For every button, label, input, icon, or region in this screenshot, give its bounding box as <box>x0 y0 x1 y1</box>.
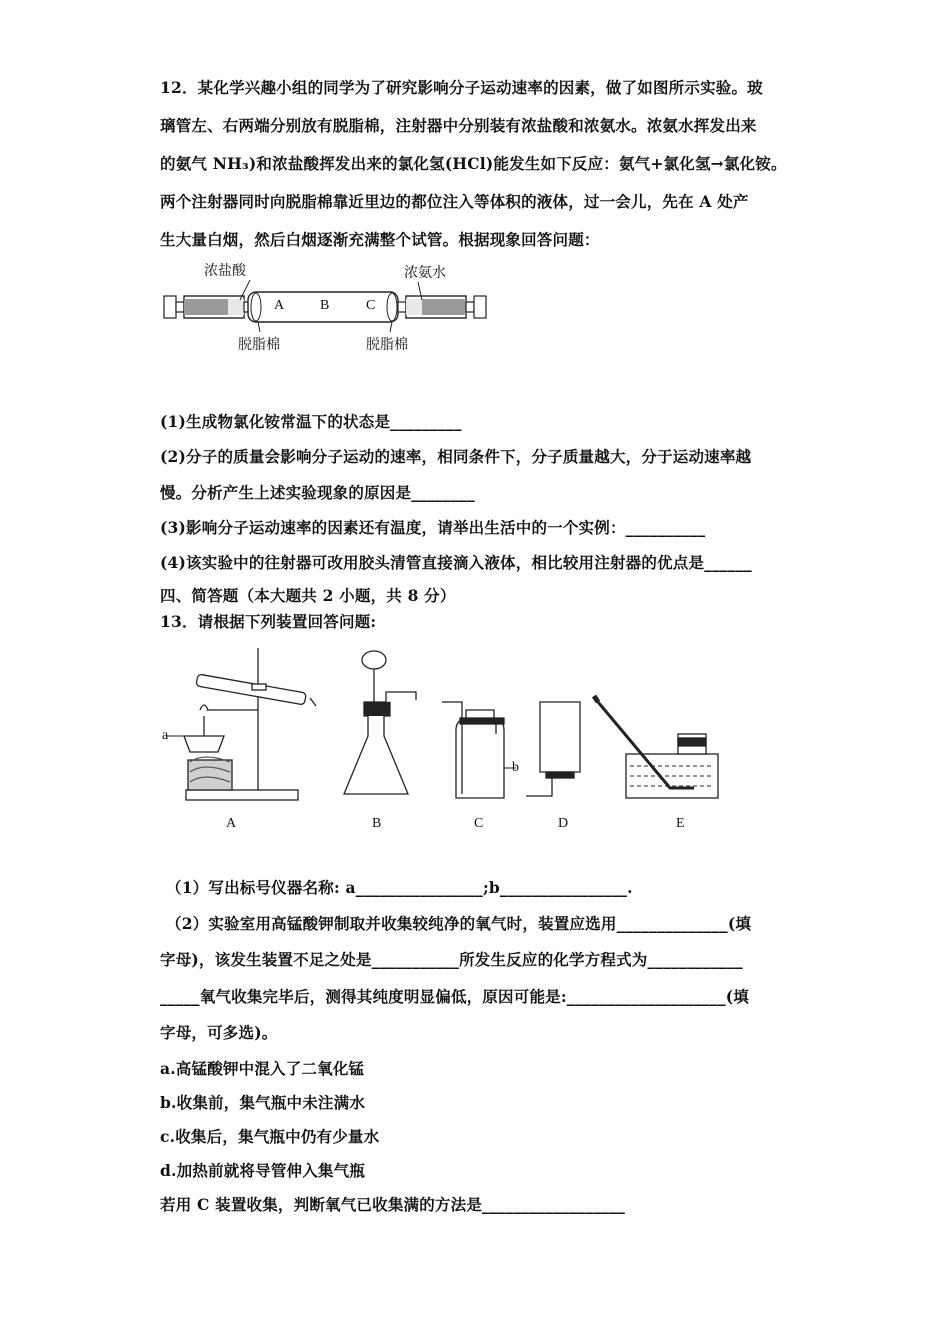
apparatus-d <box>526 702 580 796</box>
q13-line-3: 字母)，该发生装置不足之处是___________所发生反应的化学方程式为____________ <box>160 950 743 969</box>
label-cotton-left: 脱脂棉 <box>238 337 280 353</box>
option-a: a.高锰酸钾中混入了二氧化锰 <box>160 1059 365 1078</box>
option-b: b.收集前，集气瓶中未注满水 <box>160 1093 366 1112</box>
apparatus-b <box>344 651 416 794</box>
q12-sub-4: (3)影响分子运动速率的因素还有温度，请举出生活中的一个实例：__________ <box>160 518 706 537</box>
caption-c: C <box>474 816 484 831</box>
q13-line-last: 若用 C 装置收集，判断氧气已收集满的方法是__________________ <box>160 1195 626 1214</box>
label-cotton-right: 脱脂棉 <box>366 337 408 353</box>
q12-line-4: 两个注射器同时向脱脂棉靠近里边的都位注入等体积的液体，过一会儿，先在 A 处产 <box>160 192 749 211</box>
section-heading: 四、简答题（本大题共 2 小题，共 8 分） <box>160 586 456 605</box>
q13-line-5: 字母，可多选)。 <box>160 1023 278 1042</box>
apparatus-diagram <box>160 640 720 840</box>
option-c: c.收集后，集气瓶中仍有少量水 <box>160 1127 380 1146</box>
caption-b: B <box>372 816 382 831</box>
q12-line-5: 生大量白烟，然后白烟逐渐充满整个试管。根据现象回答问题： <box>160 230 600 249</box>
q12-sub-5: (4)该实验中的往射器可改用胶头清管直接滴入液体，相比较用注射器的优点是______ <box>160 553 752 572</box>
tube-figure <box>160 258 500 358</box>
option-d: d.加热前就将导管伸入集气瓶 <box>160 1161 366 1180</box>
q12-line-2: 璃管左、右两端分别放有脱脂棉，注射器中分别装有浓盐酸和浓氨水。浓氨水挥发出来 <box>160 116 757 135</box>
q13-line-1: （1）写出标号仪器名称: a________________;b________________. <box>166 878 633 897</box>
marker-b: b <box>512 760 519 775</box>
caption-a: A <box>226 816 237 831</box>
q12-sub-2: (2)分子的质量会影响分子运动的速率，相同条件下，分子质量越大，分于运动速率越 <box>160 447 752 466</box>
caption-e: E <box>676 816 685 831</box>
label-nh3: 浓氨水 <box>404 265 446 281</box>
q12-line-1: 12．某化学兴趣小组的同学为了研究影响分子运动速率的因素，做了如图所示实验。玻 <box>160 78 763 97</box>
apparatus-figure <box>160 640 720 840</box>
q13-line-4: _____氧气收集完毕后，测得其纯度明显偏低，原因可能是:____________________(填 <box>160 987 750 1006</box>
apparatus-c <box>442 702 516 798</box>
q13-intro: 13．请根据下列装置回答问题: <box>160 612 377 631</box>
point-a: A <box>274 298 285 313</box>
q12-sub-1: (1)生成物氯化铵常温下的状态是_________ <box>160 412 462 431</box>
q13-line-2: （2）实验室用高锰酸钾制取并收集较纯净的氧气时，装置应选用______________(填 <box>166 914 752 933</box>
q12-line-3: 的氨气 NH₃)和浓盐酸挥发出来的氯化氢(HCl)能发生如下反应：氨气+氯化氢→氯化铵。 <box>160 154 787 173</box>
point-c: C <box>366 298 376 313</box>
apparatus-e <box>594 696 718 798</box>
label-hcl: 浓盐酸 <box>204 263 246 279</box>
caption-d: D <box>558 816 569 831</box>
marker-a: a <box>162 728 169 743</box>
q12-sub-3: 慢。分析产生上述实验现象的原因是________ <box>160 483 475 502</box>
apparatus-a <box>166 648 316 800</box>
point-b: B <box>320 298 330 313</box>
